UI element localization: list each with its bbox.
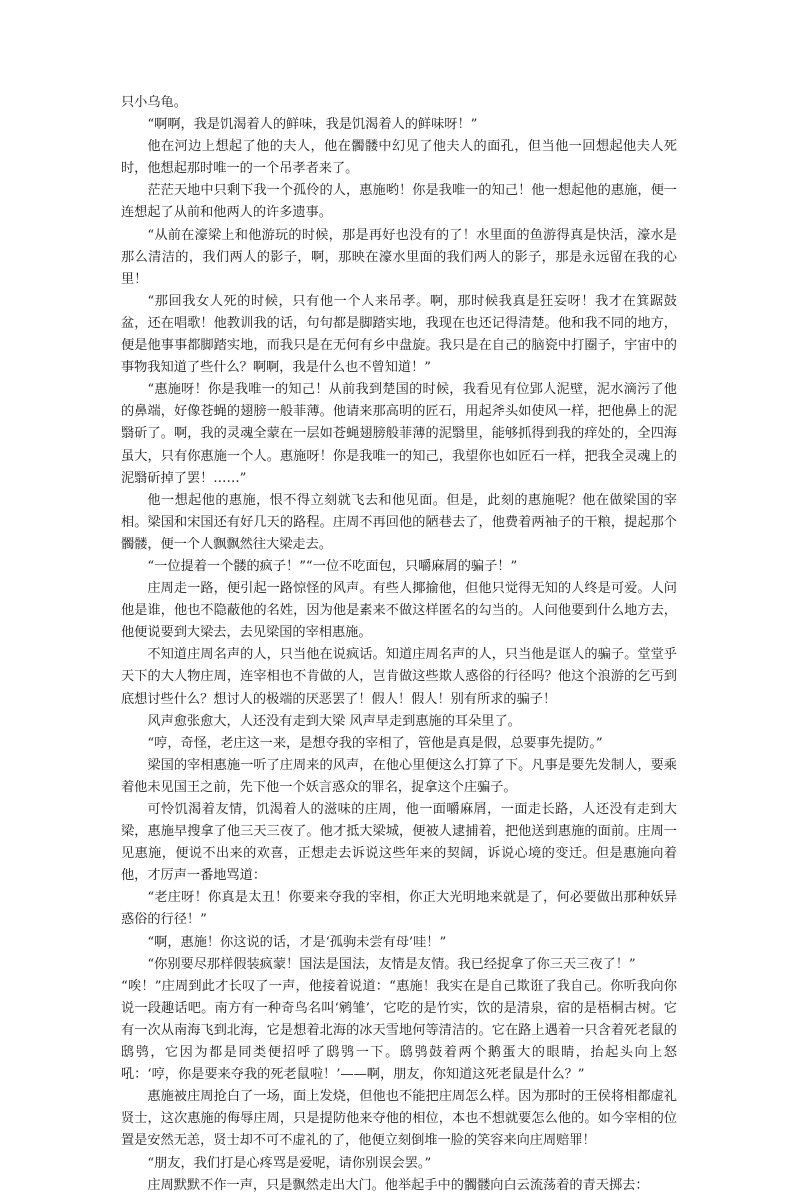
paragraph: 他在河边上想起了他的夫人，他在髑髅中幻见了他夫人的面孔，但当他一回想起他夫人死时，他想起那时唯一的一个吊孝者来了。: [121, 139, 677, 177]
paragraph: “从前在濠梁上和他游玩的时候，那是再好也没有的了！水里面的鱼游得真是快活，濠水是那么清洁的，我们两人的影子，啊，那映在濠水里面的我们两人的影子，那是永远留在我的心里！: [121, 227, 677, 287]
paragraph: “啊，惠施！你这说的话，才是‘孤驹未尝有母’哇！”: [147, 934, 447, 950]
paragraph: “老庄呀！你真是太丑！你要来夺我的宰相，你正大光明地来就是了，何必要做出那种妖异惑俗的行径！”: [121, 890, 677, 928]
document-page: [121, 92, 677, 1197]
paragraph: 可怜饥渴着友情，饥渴着人的滋味的庄周，他一面嚼麻屑，一面走长路，人还没有走到大梁，惠施早搜拿了他三天三夜了。他才抵大梁城，便被人逮捕着，把他送到惠施的面前。庄周一见惠施，便说不出来的欢喜，正想走去诉说这些年来的契阔，诉说心境的变迁。但是惠施向着他，才厉声一番地骂道：: [121, 802, 677, 884]
paragraph: 只小乌龟。: [121, 95, 187, 110]
paragraph: 惠施被庄周抢白了一场，面上发烧，但他也不能把庄周怎么样。因为那时的王侯将相都虚礼贤士，这次惠施的侮辱庄周，只是提防他来夺他的相位，本也不想就要怎么他的。如今宰相的位置是安然无恙，贤士却不可不虚礼的了，他便立刻倒堆一脸的笑容来向庄周赔罪！: [121, 1089, 677, 1149]
paragraph: 茫茫天地中只剩下我一个孤伶的人，惠施哟！你是我唯一的知己！他一想起他的惠施，便一连想起了从前和他两人的许多遗事。: [121, 183, 677, 221]
paragraph: 庄周默默不作一声，只是飘然走出大门。他举起手中的髑髅向白云流荡着的青天掷去：: [147, 1177, 649, 1193]
paragraph: “唉！”庄周到此才长叹了一声，他接着说道：“惠施！我实在是自己欺诳了我自己。你听我向你说一段趣话吧。南方有一种奇鸟名叫‘鹓雏’，它吃的是竹实，饮的是清泉，宿的是梧桐古树。它有一次从南海飞到北海，它是想着北海的冰天雪地何等清洁的。它在路上遇着一只含着死老鼠的鸱鸮，它因为都是同类便招呼了鸱鸮一下。鸱鸮鼓着两个鹅蛋大的眼睛，抬起头向上怒吼：‘哼，你是要来夺我的死老鼠啦！’——啊，朋友，你知道这死老鼠是什么？”: [121, 978, 677, 1083]
paragraph: “你别要尽那样假装疯蒙！国法是国法，友情是友情。我已经捉拿了你三天三夜了！”: [147, 956, 636, 972]
paragraph: “朋友，我们打是心疼骂是爱呢，请你别误会罢。”: [147, 1155, 432, 1171]
paragraph: 他一想起他的惠施，恨不得立刻就飞去和他见面。但是，此刻的惠施呢？他在做梁国的宰相。梁国和宋国还有好几天的路程。庄周不再回他的陋巷去了，他费着两袖子的干粮，提起那个髑髅，便一个人飘飘然往大梁走去。: [121, 492, 677, 552]
paragraph: 梁国的宰相惠施一听了庄周来的风声，在他心里便这么打算了下。凡事是要先发制人，要乘着他未见国王之前，先下他一个妖言惑众的罪名，捉拿这个庄骗子。: [121, 757, 677, 795]
paragraph: 不知道庄周名声的人，只当他在说疯话。知道庄周名声的人，只当他是诓人的骗子。堂堂乎天下的大人物庄周，连宰相也不肯做的人，岂肯做这些欺人惑俗的行径吗？他这个浪游的乞丐到底想讨些什么？想讨人的极端的厌恶罢了！假人！假人！别有所求的骗子！: [121, 647, 677, 707]
paragraph: 风声愈张愈大，人还没有走到大梁 风声早走到惠施的耳朵里了。: [147, 713, 521, 729]
paragraph: “那回我女人死的时候，只有他一个人来吊孝。啊，那时候我真是狂妄呀！我才在箕踞鼓盆，还在唱歌！他教训我的话，句句都是脚踏实地，我现在也还记得清楚。他和我不同的地方，便是他事事都脚踏实地，而我只是在无何有乡中盘旋。我只是在自己的脑瓷中打圈子，宇宙中的事物我知道了些什么？啊啊，我是什么也不曾知道！”: [121, 293, 677, 376]
paragraph: 庄周走一路，便引起一路惊怪的风声。有些人揶揄他，但他只觉得无知的人终是可爱。人问他是谁，他也不隐蔽他的名姓，因为他是素来不做这样匿名的勾当的。人问他要到什么地方去，他便说要到大梁去，去见梁国的宰相惠施。: [121, 581, 677, 641]
paragraph: “惠施呀！你是我唯一的知己！从前我到楚国的时候，我看见有位郢人泥壁，泥水滴污了他的鼻端，好像苍蝇的翅膀一般菲薄。他请来那高明的匠石，用起斧头如使风一样，把他鼻上的泥翳斫了。啊，我的灵魂全蒙在一层如苍蝇翅膀般菲薄的泥翳里，能够抓得到我的痒处的，全四海虽大，只有你惠施一个人。惠施呀！你是我唯一的知己，我望你也如匠石一样，把我全灵魂上的泥翳斫掉了罢！……”: [121, 382, 677, 486]
paragraph: “啊啊，我是饥渴着人的鲜味，我是饥渴着人的鲜味呀！”: [147, 117, 478, 133]
paragraph: “一位提着一个髅的疯子！”“一位不吃面包，只嚼麻屑的骗子！”: [147, 558, 518, 574]
paragraph: “哼，奇怪，老庄这一来，是想夺我的宰相了，管他是真是假，总要事先提防。”: [147, 735, 603, 751]
